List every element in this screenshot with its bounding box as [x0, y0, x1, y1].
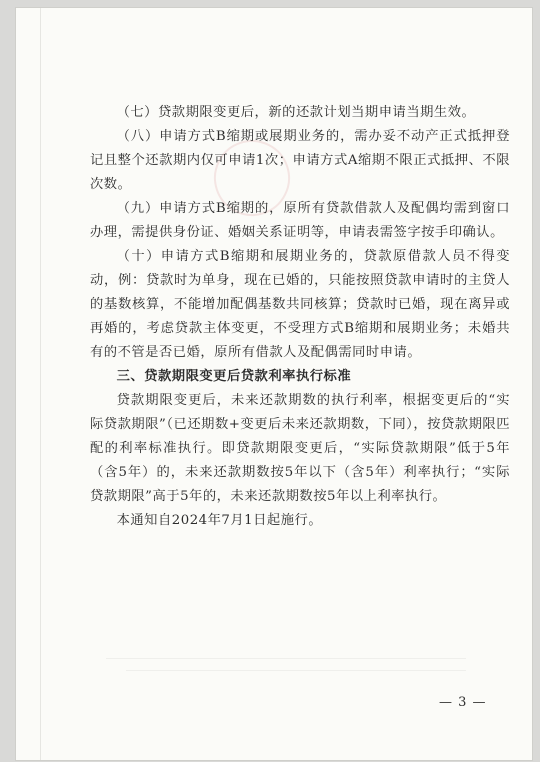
- show-through-line: [126, 670, 466, 671]
- page-number: — 3 —: [439, 695, 487, 710]
- clause-eight: （八）申请方式B缩期或展期业务的，需办妥不动产正式抵押登记且整个还款期内仅可申请1次；申请方式A缩期不限正式抵押、不限次数。: [90, 129, 510, 192]
- rate-standard-paragraph: 贷款期限变更后，未来还款期数的执行利率，根据变更后的“实际贷款期限”（已还期数+变更后未来还款期数，下同），按贷款期限匹配的利率标准执行。即贷款期限变更后，“实际贷款期限”低于5年（含5年）的，未来还款期数按5年以下（含5年）利率执行；“实际贷款期限”高于5年的，未来还款期数按5年以上利率执行。: [90, 393, 510, 504]
- clause-ten: （十）申请方式B缩期和展期业务的，贷款原借款人员不得变动，例：贷款时为单身，现在已婚的，只能按照贷款申请时的主贷人的基数核算，不能增加配偶基数共同核算；贷款时已婚，现在离异或再婚的，考虑贷款主体变更，不受理方式B缩期和展期业务；未婚共有的不管是否已婚，原所有借款人及配偶需同时申请。: [90, 249, 510, 360]
- clause-seven: （七）贷款期限变更后，新的还款计划当期申请当期生效。: [116, 105, 476, 120]
- effective-date-notice: 本通知自2024年7月1日起施行。: [116, 513, 323, 528]
- document-body: [90, 101, 510, 533]
- show-through-line: [106, 658, 466, 659]
- document-page: [16, 8, 532, 760]
- clause-nine: （九）申请方式B缩期的，原所有贷款借款人及配偶均需到窗口办理，需提供身份证、婚姻关系证明等，申请表需签字按手印确认。: [90, 201, 510, 240]
- section-heading: 三、贷款期限变更后贷款利率执行标准: [116, 369, 352, 384]
